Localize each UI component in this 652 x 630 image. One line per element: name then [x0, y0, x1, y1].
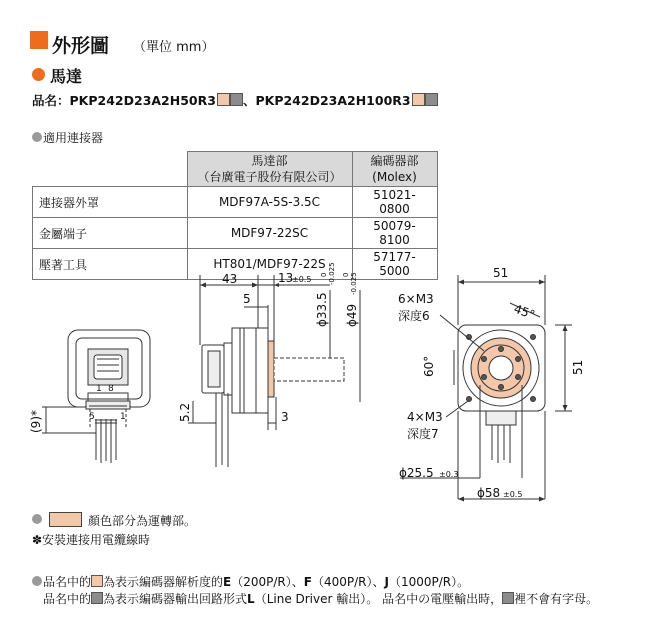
- angle-60: 60°: [422, 355, 436, 377]
- output-box-icon: [425, 93, 438, 106]
- dim-phi-49: ϕ49: [345, 303, 359, 327]
- dim-phi-33-tol-dn: -0.025: [328, 262, 336, 285]
- hole-4-m3: 4×M3: [407, 410, 443, 424]
- dim-3: 3: [281, 410, 289, 424]
- row-motor: HT801/MDF97-22S: [187, 249, 352, 280]
- row-encoder: 50079-8100: [352, 218, 437, 249]
- notes-bullet-icon: [32, 576, 42, 586]
- row-label: 連接器外罩: [33, 187, 188, 218]
- code-f: F: [303, 575, 312, 589]
- code-j: J: [384, 575, 389, 589]
- note-text: 品名中的: [43, 575, 92, 589]
- dim-phi-25-tol: ±0.3: [439, 470, 459, 479]
- dim-51-top: 51: [493, 266, 509, 280]
- section-title: 馬達: [50, 67, 83, 86]
- note-text: 品名中的: [43, 592, 92, 606]
- resolution-box-icon: [412, 93, 425, 106]
- dim-13: 13: [278, 271, 294, 285]
- hole-6-m3: 6×M3: [398, 292, 434, 306]
- note-output: [43, 590, 598, 607]
- dim-9: (9)*: [29, 410, 43, 433]
- title-square-icon: [30, 31, 48, 49]
- dim-phi-58: ϕ58: [477, 486, 501, 500]
- dim-43: 43: [222, 272, 238, 286]
- section-bullet-icon: [32, 68, 45, 81]
- note-resolution: [43, 573, 469, 590]
- dim-phi-58-tol: ±0.5: [503, 490, 523, 499]
- row-encoder: 51021-0800: [352, 187, 437, 218]
- row-motor: MDF97-22SC: [187, 218, 352, 249]
- part-number-sep: 、: [242, 93, 256, 108]
- note-text: （200P/R）、: [231, 575, 304, 589]
- dim-51-side: 51: [571, 359, 585, 375]
- table-row: [33, 218, 438, 249]
- dim-phi-33-5: ϕ33.5: [315, 292, 329, 327]
- table-row: [33, 187, 438, 218]
- note-text: 為表示編碼器輸出回路形式: [103, 592, 248, 606]
- dim-13-tol: ±0.5: [292, 275, 312, 284]
- part-number-1: PKP242D23A2H50R3: [69, 93, 216, 108]
- part-number-2: PKP242D23A2H100R3: [255, 93, 411, 108]
- table-header-motor: 馬達部 （台廣電子股份有限公司）: [187, 152, 352, 187]
- output-box-icon: [91, 592, 103, 604]
- dim-phi-49-tol-dn: -0.025: [350, 272, 358, 295]
- dim-phi-25-5: ϕ25.5: [399, 466, 434, 480]
- dim-5: 5: [243, 292, 251, 306]
- angle-45: 45°: [511, 301, 537, 323]
- unit-label: （單位 mm）: [133, 40, 215, 55]
- output-box-icon: [230, 93, 243, 106]
- install-note: ✽安裝連接用電纜線時: [32, 533, 151, 547]
- row-motor: MDF97A-5S-3.5C: [187, 187, 352, 218]
- hole-depth-7: 深度7: [407, 427, 439, 441]
- note-text: 裡不會有字母。: [514, 592, 599, 606]
- note-text: （1000P/R）。: [388, 575, 470, 589]
- pin-8-label: 8: [108, 384, 114, 394]
- resolution-box-icon: [217, 93, 230, 106]
- legend-bullet-icon: [32, 514, 42, 524]
- dim-phi-49-tol-up: 0: [342, 272, 350, 277]
- table-header-encoder: 編碼器部 (Molex): [352, 152, 437, 187]
- row-label: 金屬端子: [33, 218, 188, 249]
- connector-bullet-icon: [32, 132, 42, 142]
- legend-color-swatch: [49, 512, 82, 527]
- connector-heading: 適用連接器: [43, 131, 104, 145]
- dim-5-2: 5.2: [178, 402, 192, 422]
- hole-depth-6: 深度6: [398, 309, 430, 323]
- dim-phi-33-tol-up: 0: [320, 272, 328, 277]
- output-box-icon: [502, 592, 514, 604]
- outline-drawing: [0, 255, 652, 510]
- pin-1b-label: 1: [120, 412, 126, 422]
- part-number-label: 品名：: [32, 93, 70, 108]
- table-corner: [33, 152, 188, 187]
- resolution-box-icon: [91, 575, 103, 587]
- page-title: 外形圖: [52, 35, 110, 57]
- row-label: 壓著工具: [33, 249, 188, 280]
- part-number-line: [32, 91, 438, 109]
- pin-5-label: 5: [89, 412, 95, 422]
- note-text: 為表示編碼器解析度的: [103, 575, 224, 589]
- note-text: （Line Driver 輸出）。 品名中の電壓輸出時，: [254, 592, 503, 606]
- code-e: E: [223, 575, 232, 589]
- pin-1-label: 1: [96, 384, 102, 394]
- code-l: L: [247, 592, 255, 606]
- row-encoder: 57177-5000: [352, 249, 437, 280]
- legend-text: 顏色部分為運轉部。: [88, 514, 197, 528]
- note-text: （400P/R）、: [311, 575, 385, 589]
- rear-view: [42, 330, 150, 463]
